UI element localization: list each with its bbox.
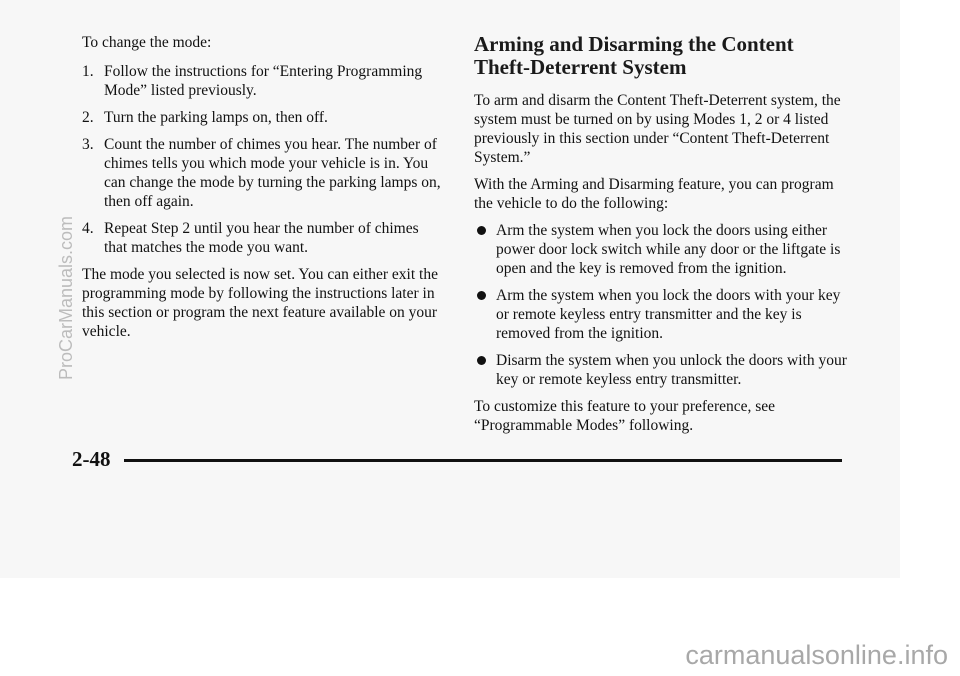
step-text: Repeat Step 2 until you hear the number of chimes that matches the mode you want. (104, 220, 419, 256)
steps-list (82, 62, 442, 257)
footer-divider (124, 459, 842, 462)
left-column (82, 33, 442, 349)
bullet-icon (477, 291, 486, 300)
bullet-icon (477, 356, 486, 365)
paragraph-2: With the Arming and Disarming feature, you can program the vehicle to do the following: (474, 176, 834, 212)
step-number: 1. (82, 63, 94, 80)
bullet-item (474, 221, 854, 278)
step-number: 4. (82, 220, 94, 237)
bullet-text: Disarm the system when you unlock the doors with your key or remote keyless entry transmitter. (496, 352, 847, 388)
side-watermark: ProCarManuals.com (56, 215, 76, 380)
bullet-icon (477, 226, 486, 235)
bullet-text: Arm the system when you lock the doors with your key or remote keyless entry transmitter and the key is removed from the ignition. (496, 287, 841, 342)
step-item (82, 135, 442, 211)
closing-paragraph: The mode you selected is now set. You can either exit the programming mode by following the instructions later in this section or program the next feature available on your vehicle. (82, 266, 438, 340)
paragraph-1: To arm and disarm the Content Theft-Deterrent system, the system must be turned on by using Modes 1, 2 or 4 listed previously in this section under “Content Theft-Deterrent System.” (474, 92, 841, 166)
step-number: 2. (82, 109, 94, 126)
step-text: Turn the parking lamps on, then off. (104, 109, 328, 126)
right-column (474, 33, 854, 443)
paragraph-3: To customize this feature to your preference, see “Programmable Modes” following. (474, 398, 776, 434)
step-item (82, 62, 442, 100)
bullet-item (474, 286, 854, 343)
intro-text: To change the mode: (82, 34, 212, 51)
step-number: 3. (82, 136, 94, 153)
page-number: 2-48 (72, 447, 111, 471)
step-text: Follow the instructions for “Entering Programming Mode” listed previously. (104, 63, 423, 99)
bullet-text: Arm the system when you lock the doors using either power door lock switch while any door or the liftgate is open and the key is removed from the ignition. (496, 222, 841, 277)
step-item (82, 108, 442, 127)
section-heading: Arming and Disarming the Content Theft-Deterrent System (474, 32, 794, 79)
step-item (82, 219, 442, 257)
step-text: Count the number of chimes you hear. The number of chimes tells you which mode your vehicle is in. You can change the mode by turning the parking lamps on, then off again. (104, 136, 441, 210)
bottom-watermark: carmanualsonline.info (685, 640, 948, 670)
bullet-item (474, 351, 854, 389)
bullet-list (474, 221, 854, 389)
